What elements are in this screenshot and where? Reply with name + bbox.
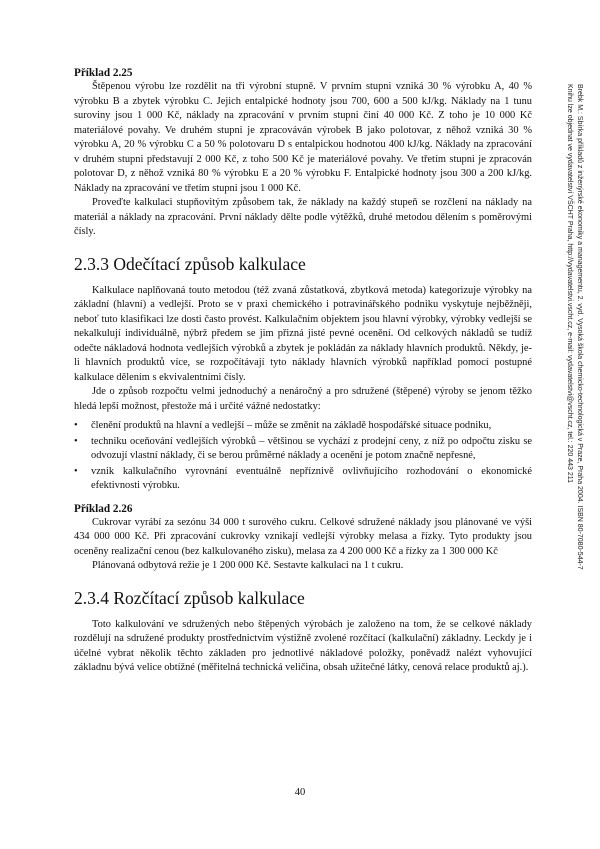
example-paragraph: Cukrovar vyrábí za sezónu 34 000 t surového cukru. Celkové sdružené náklady jsou plánované ve výši 434 000 000 Kč. Při zpracování cukrovky vznikají vedlejší výrobky melasa a řízky. Tyto produkty jsou oceněny realizační cenou (bez kalkulovaného zisku), melasa za 4 200 000 Kč a řízky za 1 300 000 Kč [74, 516, 532, 557]
example-paragraph: Plánovaná odbytová režie je 1 200 000 Kč. Sestavte kalkulaci na 1 t cukru. [92, 560, 404, 571]
example-heading: Příklad 2.25 [74, 67, 133, 79]
section-heading: 2.3.3 Odečítací způsob kalkulace [74, 253, 306, 274]
side-note-line: Knihu lze objednat ve vydavatelství VŠCHT Praha, http://vydavatelstvi.vscht.cz, e-mail: vydavatelstvi@vscht.cz, tel.: 220 443 211 [566, 84, 573, 484]
side-note-text [564, 84, 584, 644]
page-number: 40 [294, 787, 306, 798]
drawbacks-list [74, 419, 532, 494]
bullet-icon: • [74, 420, 78, 431]
list-item-text: členění produktů na hlavní a vedlejší – může se změnit na základě hospodářské situace podniku, [91, 420, 492, 431]
section-heading: 2.3.4 Rozčítací způsob kalkulace [74, 587, 305, 608]
list-item [74, 465, 532, 494]
bullet-icon: • [74, 465, 78, 477]
side-note-line: Brebk M.: Sbírka příkladů z inženýrské ekonomiky a managementu, 2. vyd. Vysoká škola chemicko-technologická v Praze, Praha 2004. ISBN 80-7080-544-7 [576, 84, 583, 570]
bullet-icon: • [74, 435, 78, 447]
body-paragraph: Toto kalkulování ve sdružených nebo štěpených výrobách je založeno na tom, že se celkové náklady rozdělují na sdružené produkty prostřednictvím výstižně zvolené rozčítací (kalkulační) základny. Leckdy je i účelné vybrat několik těchto základen pro jednotlivé nákladové položky, poněvadž nalézt vyhovující základnu bývá velice obtížné (měřitelná technická veličina, obsah užitečné látky, cenová relace produktů aj.). [74, 618, 532, 673]
example-paragraph: Štěpenou výrobu lze rozdělit na tři výrobní stupně. V prvním stupni vzniká 30 % výrobku A, 40 % výrobku B a zbytek výrobku C. Jejich entalpické hodnoty jsou 700, 600 a 500 kJ/kg. Náklady na 1 tunu suroviny jsou 1 000 Kč, náklady na zpracování v prvním stupni činí 40 000 Kč. Z toho je 10 000 Kč materiálové povahy. Ve druhém stupni je zpracováván výrobek B jako polotovar, z něhož vzniká 30 % výrobku A, 20 % výrobku C a 50 % polotovaru D s entalpickou hodnotou 400 kJ/kg. Náklady na zpracování v druhém stupni představují 2 000 Kč, z toho 500 Kč je materiálové povahy. Ve třetím stupni je zpracován polotovar D, z něhož vzniká 80 % výrobku E a 20 % výrobku F. Entalpické hodnoty jsou 300 a 200 kJ/kg. Náklady na zpracování ve třetím stupni jsou 1 000 Kč. [74, 81, 532, 194]
list-item [74, 435, 532, 464]
list-item [74, 419, 532, 434]
side-note [556, 84, 584, 644]
body-paragraph: Jde o způsob rozpočtu velmi jednoduchý a nenáročný a pro sdružené (štěpené) výroby se jenom těžko hledá lepší možnost, přestože má i určité vážné nedostatky: [74, 386, 532, 412]
list-item-text: vznik kalkulačního vyrovnání eventuálně nepříznivě ovlivňujícího rozhodování o ekonomické efektivnosti výrobku. [91, 465, 532, 491]
example-paragraph: Proveďte kalkulaci stupňovitým způsobem tak, že náklady na každý stupeň se rozčlení na náklady na materiál a náklady na zpracování. První náklady dělte podle výtěžků, druhé metodou dělením s poměrovými čísly. [74, 197, 532, 237]
page-content [74, 66, 532, 676]
list-item-text: techniku oceňování vedlejších výrobků – většinou se vychází z prodejní ceny, z níž po odpočtu zisku se odvozují vlastní náklady, či se berou průměrné náklady a ocenění je potom značně nepřesné, [91, 435, 532, 461]
body-paragraph: Kalkulace naplňovaná touto metodou (též zvaná zůstatková, zbytková metoda) kategorizuje výrobky na základní (hlavní) a vedlejší. Proto se v praxi chemického i potravinářského podniku vyskytuje nejběžněji, neboť tuto klasifikaci lze dosti často provést. Kalkulačním objektem jsou hlavní výrobky, výrobky vedlejší se nekalkulují individuálně, nýbrž předem se jim přizná jisté pevné ocenění. Od celkových nákladů se tudíž odečte nákladová hodnota vedlejších výrobků a zbytek je pokládán za náklady hlavních produktů. Někdy, je-li hlavních produktů více, se rozpočítávají tyto náklady hlavních výrobků například pomocí postupné kalkulace dělením s ekvivalentními čísly. [74, 284, 532, 383]
example-heading: Příklad 2.26 [74, 502, 133, 515]
